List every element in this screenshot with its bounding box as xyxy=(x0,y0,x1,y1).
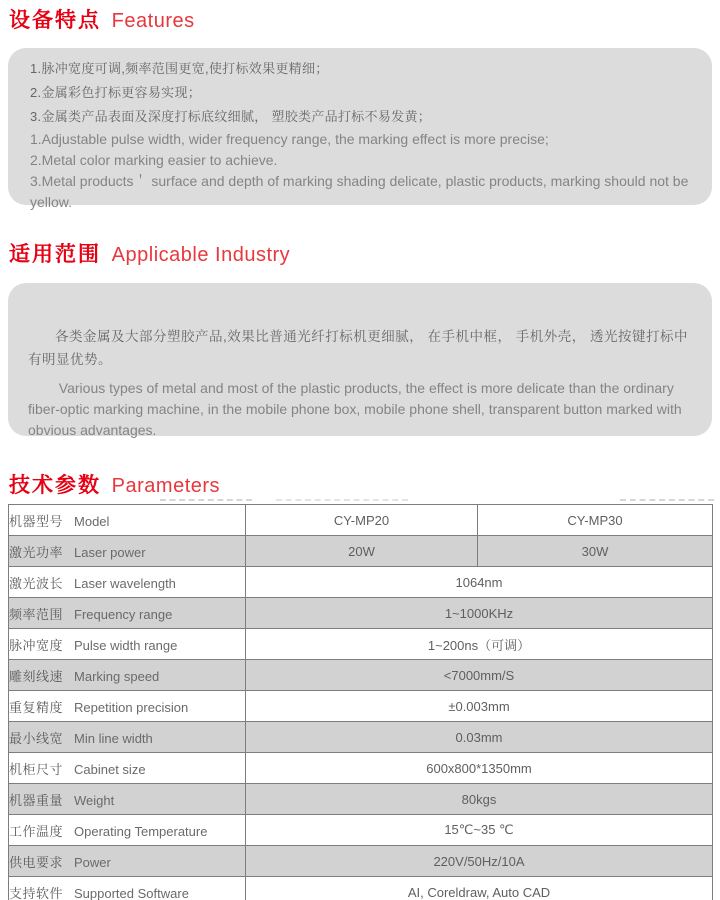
industry-paragraph-zh: 各类金属及大部分塑胶产品,效果比普通光纤打标机更细腻， 在手机中框， 手机外壳， 透光按键打标中有明显优势。 xyxy=(28,329,689,367)
row-label: 工作温度 Operating Temperature xyxy=(9,815,246,846)
row-value: 15℃~35 ℃ xyxy=(246,815,713,846)
feature-item-en: 3.Metal products＇ surface and depth of marking shading delicate, plastic products, marking should not be yellow. xyxy=(30,173,689,210)
row-value: 1~1000KHz xyxy=(246,598,713,629)
table-row-marking-speed xyxy=(9,660,713,691)
table-row-wavelength xyxy=(9,567,713,598)
row-label: 频率范围 Frequency range xyxy=(9,598,246,629)
row-value: <7000mm/S xyxy=(246,660,713,691)
table-row-operating-temperature xyxy=(9,815,713,846)
table-row-frequency-range xyxy=(9,598,713,629)
table-row-min-line-width xyxy=(9,722,713,753)
table-row-supported-software xyxy=(9,877,713,900)
row-value: AI, Coreldraw, Auto CAD xyxy=(246,877,713,900)
row-value: 0.03mm xyxy=(246,722,713,753)
row-value: CY-MP20 xyxy=(246,505,478,536)
row-value: CY-MP30 xyxy=(478,505,713,536)
features-panel xyxy=(8,48,712,210)
table-row-model xyxy=(9,505,713,536)
industry-paragraph-en: Various types of metal and most of the plastic products, the effect is more delicate than the ordinary fiber-optic marking machine, in the mobile phone box, mobile phone shell, transparent button marked with obvious advantages. xyxy=(28,380,682,438)
row-label: 激光波长 Laser wavelength xyxy=(9,567,246,598)
features-title-zh: 设备特点 xyxy=(9,9,101,32)
row-value: 1064nm xyxy=(246,567,713,598)
table-row-cabinet-size xyxy=(9,753,713,784)
features-list-zh xyxy=(30,57,690,129)
artifact-dashes xyxy=(276,499,408,501)
table-row-pulse-width xyxy=(9,629,713,660)
features-section-title xyxy=(9,0,720,34)
feature-item-zh: 2.金属彩色打标更容易实现； xyxy=(30,85,202,100)
row-label: 支持软件 Supported Software xyxy=(9,877,246,900)
parameters-section-title xyxy=(9,472,720,499)
row-value: 600x800*1350mm xyxy=(246,753,713,784)
row-value: 30W xyxy=(478,536,713,567)
artifact-dashes xyxy=(160,499,252,501)
row-label: 脉冲宽度 Pulse width range xyxy=(9,629,246,660)
table-row-laser-power xyxy=(9,536,713,567)
row-label: 雕刻线速 Marking speed xyxy=(9,660,246,691)
feature-item-en: 1.Adjustable pulse width, wider frequency range, the marking effect is more precise; xyxy=(30,131,549,147)
row-value: 80kgs xyxy=(246,784,713,815)
row-label: 机器重量 Weight xyxy=(9,784,246,815)
row-label: 供电要求 Power xyxy=(9,846,246,877)
row-label: 最小线宽 Min line width xyxy=(9,722,246,753)
industry-section-title xyxy=(9,241,720,268)
feature-item-en: 2.Metal color marking easier to achieve. xyxy=(30,152,278,168)
features-title-en: Features xyxy=(111,10,195,32)
row-label: 机器型号 Model xyxy=(9,505,246,536)
artifact-dashes xyxy=(620,499,714,501)
feature-item-zh: 1.脉冲宽度可调,频率范围更宽,使打标效果更精细； xyxy=(30,61,329,76)
industry-title-en: Applicable Industry xyxy=(111,244,291,266)
table-row-weight xyxy=(9,784,713,815)
parameters-title-zh: 技术参数 xyxy=(9,474,101,497)
industry-title-zh: 适用范围 xyxy=(9,243,101,266)
parameters-title-en: Parameters xyxy=(111,475,221,497)
row-label: 重复精度 Repetition precision xyxy=(9,691,246,722)
row-value: 220V/50Hz/10A xyxy=(246,846,713,877)
table-row-power xyxy=(9,846,713,877)
row-value: 20W xyxy=(246,536,478,567)
industry-panel xyxy=(8,283,712,436)
row-label: 机柜尺寸 Cabinet size xyxy=(9,753,246,784)
parameters-table-container xyxy=(8,504,712,900)
row-label: 激光功率 Laser power xyxy=(9,536,246,567)
feature-item-zh: 3.金属类产品表面及深度打标底纹细腻， 塑胶类产品打标不易发黄； xyxy=(30,109,432,124)
parameters-table xyxy=(8,504,713,900)
features-list-en xyxy=(30,129,690,213)
table-row-repetition-precision xyxy=(9,691,713,722)
row-value: ±0.003mm xyxy=(246,691,713,722)
row-value: 1~200ns（可调） xyxy=(246,629,713,660)
